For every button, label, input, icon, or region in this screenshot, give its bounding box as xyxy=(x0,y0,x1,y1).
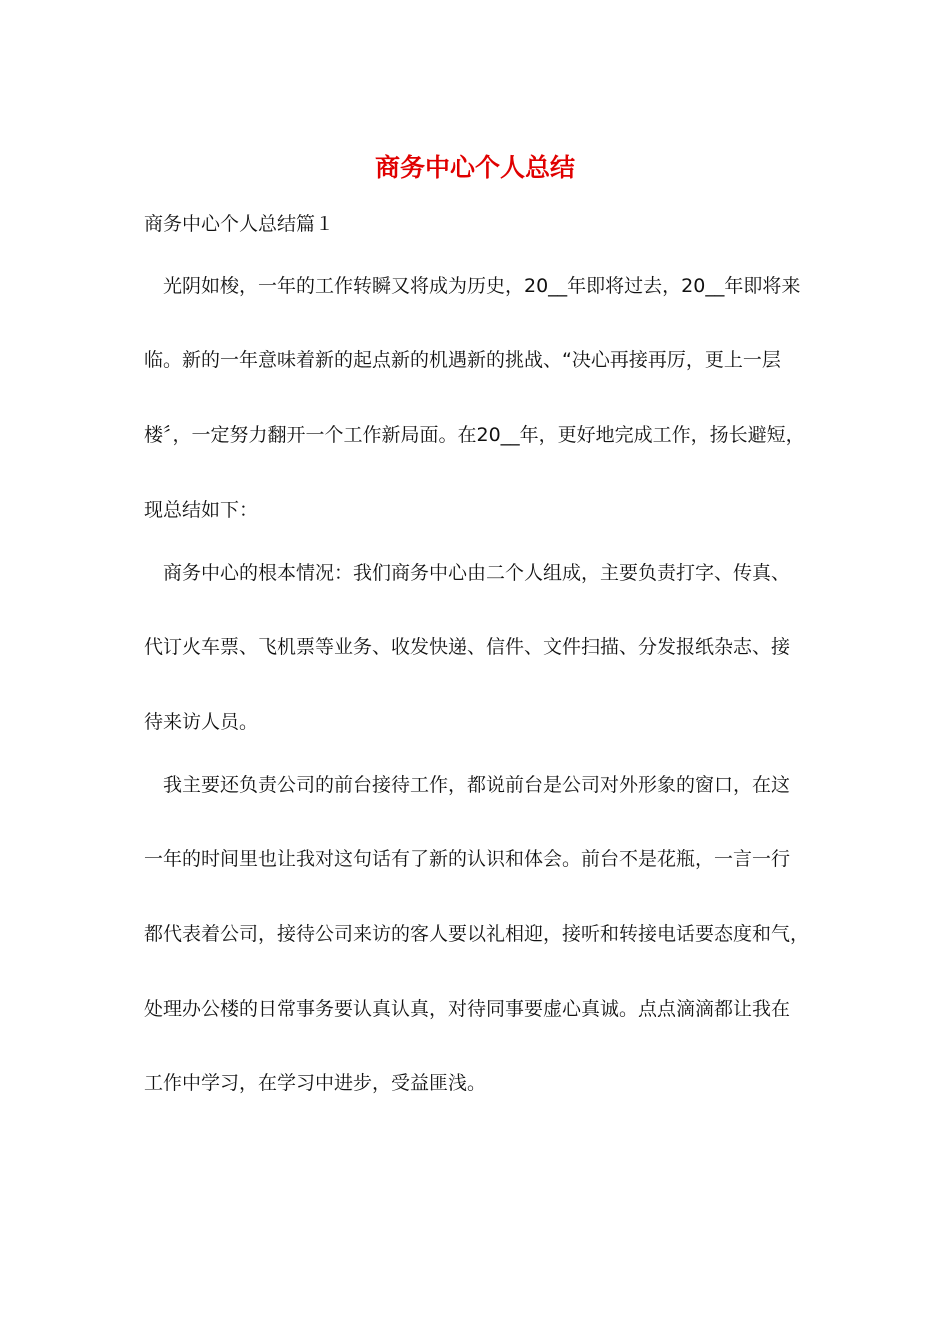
paragraph-1-line-3: 楼〞，一定努力翻开一个工作新局面。在20__年，更好地完成工作，扬长避短， xyxy=(144,424,805,446)
paragraph-3-line-2: 一年的时间里也让我对这句话有了新的认识和体会。前台不是花瓶，一言一行 xyxy=(144,848,791,870)
paragraph-1-line-4: 现总结如下： xyxy=(144,499,259,521)
paragraph-3-line-1: 我主要还负责公司的前台接待工作，都说前台是公司对外形象的窗口，在这 xyxy=(163,774,791,796)
document-title: 商务中心个人总结 xyxy=(374,153,575,182)
paragraph-2-line-1: 商务中心的根本情况：我们商务中心由二个人组成，主要负责打字、传真、 xyxy=(163,562,791,584)
document-subtitle: 商务中心个人总结篇１ xyxy=(144,213,335,235)
paragraph-3-line-5: 工作中学习，在学习中进步，受益匪浅。 xyxy=(144,1072,487,1094)
paragraph-1-line-2: 临。新的一年意味着新的起点新的机遇新的挑战、“决心再接再厉，更上一层 xyxy=(144,349,781,371)
paragraph-3-line-4: 处理办公楼的日常事务要认真认真，对待同事要虚心真诚。点点滴滴都让我在 xyxy=(144,998,791,1020)
paragraph-2-line-2: 代订火车票、飞机票等业务、收发快递、信件、文件扫描、分发报纸杂志、接 xyxy=(144,636,791,658)
paragraph-2-line-3: 待来访人员。 xyxy=(144,711,259,733)
paragraph-3-line-3: 都代表着公司，接待公司来访的客人要以礼相迎，接听和转接电话要态度和气， xyxy=(144,923,810,945)
paragraph-1-line-1: 光阴如梭，一年的工作转瞬又将成为历史，20__年即将过去，20__年即将来 xyxy=(163,275,801,297)
